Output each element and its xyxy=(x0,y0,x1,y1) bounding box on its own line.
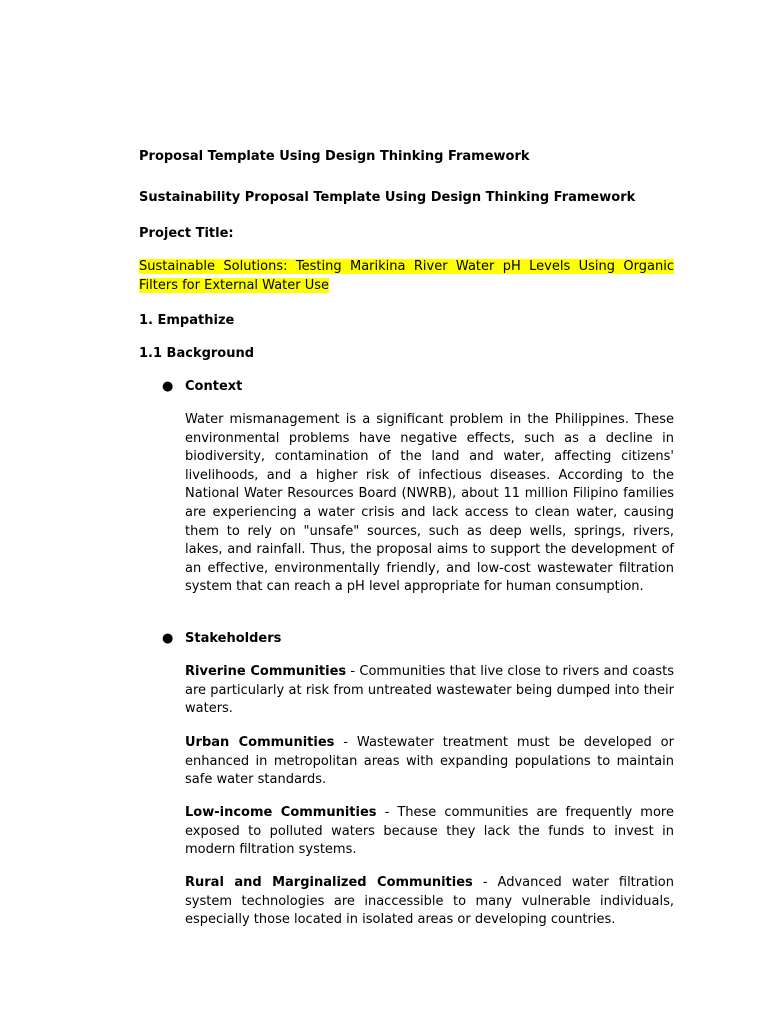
context-body: Water mismanagement is a significant problem in the Philippines. These environmental problems have negative effects, such as a decline in biodiversity, contamination of the land and water, affecting citizens' livelihoods, and a higher risk of infectious diseases. According to the National Water Resources Board (NWRB), about 11 million Filipino families are experiencing a water crisis and lack access to clean water, causing them to rely on "unsafe" sources, such as deep wells, springs, rivers, lakes, and rainfall. Thus, the proposal aims to support the development of an effective, environmentally friendly, and low-cost wastewater filtration system that can reach a pH level appropriate for human consumption. xyxy=(185,412,674,595)
stakeholders-heading: Stakeholders xyxy=(185,631,282,646)
stakeholder-name: Low-income Communities xyxy=(185,805,377,820)
section-empathize-heading: 1. Empathize xyxy=(139,313,235,328)
stakeholder-name: Riverine Communities xyxy=(185,664,347,679)
stakeholder-item xyxy=(185,804,674,860)
stakeholder-description: - Wastewater treatment must be developed or enhanced in metropolitan areas with expanding populations to maintain safe water standards. xyxy=(185,735,674,788)
project-title-label: Project Title: xyxy=(139,226,234,241)
context-heading: Context xyxy=(185,379,243,394)
bullet-icon: ● xyxy=(162,379,174,394)
stakeholder-description: - Communities that live close to rivers and coasts are particularly at risk from untreated wastewater being dumped into their waters. xyxy=(185,664,674,717)
document-subheading: Sustainability Proposal Template Using Design Thinking Framework xyxy=(139,190,636,205)
section-background-heading: 1.1 Background xyxy=(139,346,255,361)
project-title xyxy=(139,258,674,295)
project-title-highlight: Sustainable Solutions: Testing Marikina River Water pH Levels Using Organic Filters for External Water Use xyxy=(139,259,674,293)
bullet-icon: ● xyxy=(162,631,174,646)
stakeholder-item xyxy=(185,663,674,719)
stakeholder-name: Urban Communities xyxy=(185,735,335,750)
stakeholder-name: Rural and Marginalized Communities xyxy=(185,875,473,890)
stakeholder-description: - These communities are frequently more exposed to polluted waters because they lack the funds to invest in modern filtration systems. xyxy=(185,805,674,858)
document-heading: Proposal Template Using Design Thinking Framework xyxy=(139,149,530,164)
stakeholder-description: - Advanced water filtration system technologies are inaccessible to many vulnerable individuals, especially those located in isolated areas or developing countries. xyxy=(185,875,674,928)
stakeholder-item xyxy=(185,734,674,790)
stakeholder-item xyxy=(185,874,674,930)
